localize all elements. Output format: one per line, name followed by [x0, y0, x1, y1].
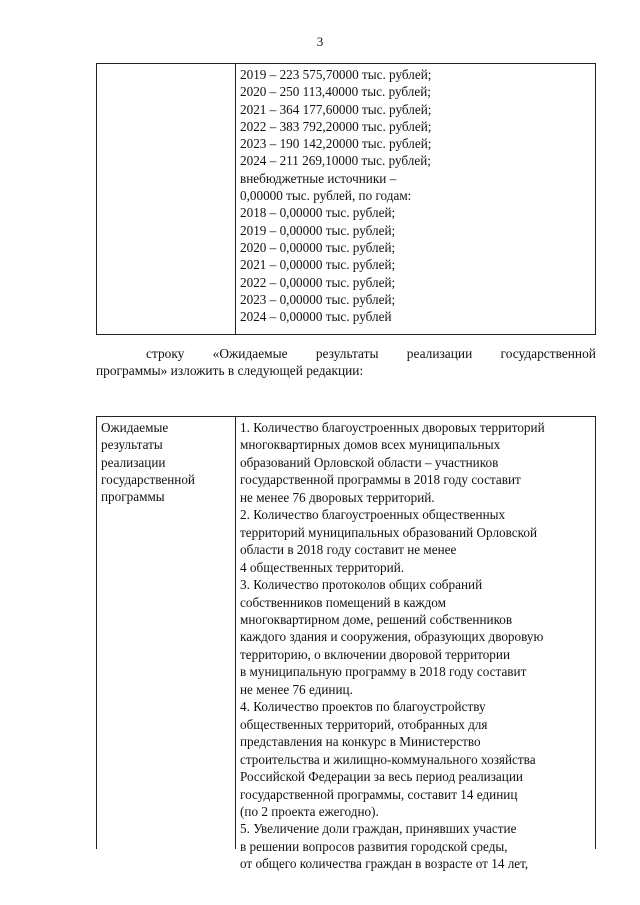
funding-table-left-cell: [97, 64, 236, 334]
result-line: 4 общественных территорий.: [240, 559, 405, 575]
result-line: 4. Количество проектов по благоустройству: [240, 699, 486, 715]
label-line: результаты: [101, 437, 163, 453]
result-line: общественных территорий, отобранных для: [240, 716, 488, 732]
result-line: 1. Количество благоустроенных дворовых территорий: [240, 420, 545, 435]
funding-line: 2024 – 211 269,10000 тыс. рублей;: [240, 153, 431, 169]
result-line: в муниципальную программу в 2018 году составит: [240, 664, 527, 680]
result-line: территорий муниципальных образований Орловской: [240, 524, 538, 540]
result-line: каждого здания и сооружения, образующих дворовую: [240, 629, 544, 645]
result-line: не менее 76 единиц.: [240, 681, 353, 697]
funding-line: 2020 – 250 113,40000 тыс. рублей;: [240, 84, 431, 100]
instruction-word: «Ожидаемые: [212, 346, 288, 361]
result-line: образований Орловской области – участников: [240, 454, 499, 470]
result-line: (по 2 проекта ежегодно).: [240, 803, 379, 819]
instruction-word: государственной: [500, 346, 596, 361]
funding-line: 2021 – 364 177,60000 тыс. рублей;: [240, 101, 432, 117]
label-line: программы: [101, 489, 165, 505]
result-line: не менее 76 дворовых территорий.: [240, 489, 435, 505]
funding-line: 2023 – 190 142,20000 тыс. рублей;: [240, 136, 432, 152]
result-line: многоквартирном доме, решений собственников: [240, 611, 513, 627]
instruction-word: результаты: [315, 346, 379, 361]
funding-line: 2024 – 0,00000 тыс. рублей: [240, 309, 392, 325]
instruction-word: строку: [146, 346, 185, 361]
result-line: от общего количества граждан в возрасте от 14 лет,: [240, 856, 529, 872]
expected-results-table: [96, 416, 596, 872]
result-line: территорию, о включении дворовой территории: [240, 646, 511, 662]
label-line: реализации: [101, 454, 166, 470]
funding-line: 2018 – 0,00000 тыс. рублей;: [240, 205, 396, 221]
result-line: 3. Количество протоколов общих собраний: [240, 577, 483, 593]
result-line: Российской Федерации за весь период реализации: [240, 769, 523, 785]
funding-table-right-cell: [236, 64, 595, 334]
result-line: строительства и жилищно-коммунального хозяйства: [240, 751, 536, 767]
expected-results-label-cell: [97, 417, 236, 849]
result-line: многоквартирных домов всех муниципальных: [240, 437, 501, 453]
result-line: представления на конкурс в Министерство: [240, 734, 481, 750]
instruction-line-2: программы» изложить в следующей редакции:: [96, 363, 364, 378]
funding-line: 0,00000 тыс. рублей, по годам:: [240, 188, 412, 204]
result-line: государственной программы в 2018 году составит: [240, 472, 521, 488]
funding-line: 2022 – 0,00000 тыс. рублей;: [240, 274, 396, 290]
page-number: 3: [316, 34, 324, 49]
instruction-word: реализации: [406, 346, 473, 361]
result-line: области в 2018 году составит не менее: [240, 542, 457, 558]
result-line: государственной программы, составит 14 единиц: [240, 786, 518, 802]
funding-line: 2019 – 0,00000 тыс. рублей;: [240, 222, 396, 238]
funding-line: 2020 – 0,00000 тыс. рублей;: [240, 239, 396, 255]
result-line: в решении вопросов развития городской среды,: [240, 838, 508, 854]
label-line: Ожидаемые: [101, 420, 169, 435]
funding-line: 2021 – 0,00000 тыс. рублей;: [240, 257, 396, 273]
funding-table: [96, 63, 596, 335]
instruction-paragraph: [96, 345, 596, 379]
funding-line: 2019 – 223 575,70000 тыс. рублей;: [240, 67, 432, 82]
result-line: 2. Количество благоустроенных общественных: [240, 507, 506, 523]
expected-results-content-cell: [236, 417, 595, 872]
result-line: 5. Увеличение доли граждан, принявших участие: [240, 821, 517, 837]
funding-line: 2022 – 383 792,20000 тыс. рублей;: [240, 118, 432, 134]
result-line: собственников помещений в каждом: [240, 594, 446, 610]
label-line: государственной: [101, 471, 195, 487]
funding-line: 2023 – 0,00000 тыс. рублей;: [240, 291, 396, 307]
instruction-line-1: [96, 345, 596, 362]
funding-line: внебюджетные источники –: [240, 170, 397, 186]
